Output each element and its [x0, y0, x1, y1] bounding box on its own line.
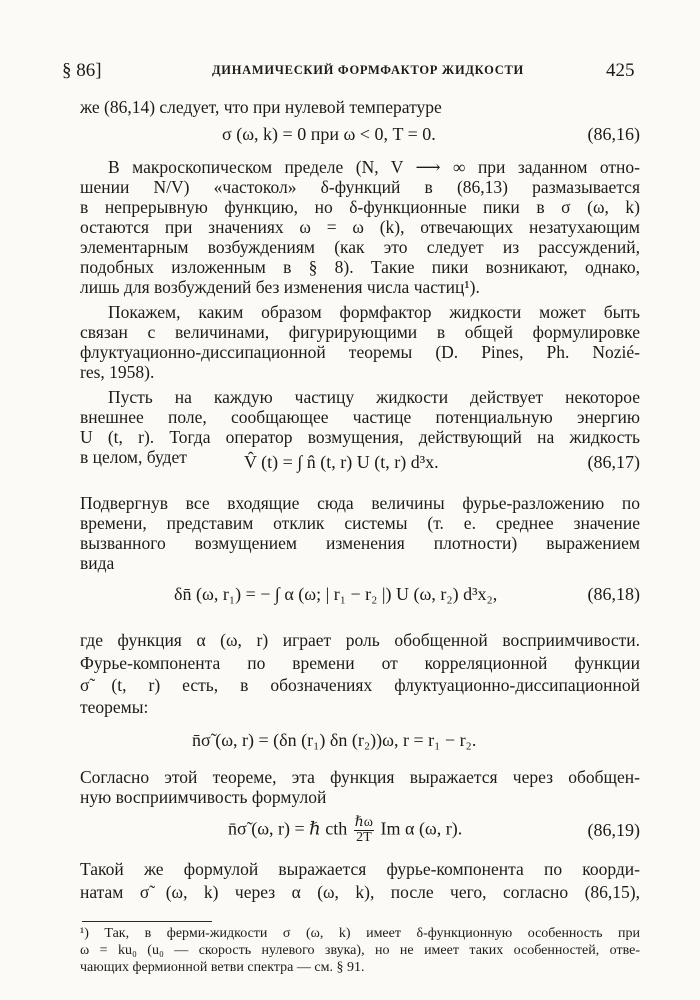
text-line: подобных изложенным в § 8). Такие пики возникают, однако,	[80, 258, 640, 277]
text-line: σ̃ (t, r) есть, в обозначениях флуктуационно-диссипационной	[80, 676, 640, 695]
text-line: внешнее поле, сообщающее частице потенциальную энергию	[80, 408, 640, 427]
equation-number: (86,19)	[587, 820, 640, 840]
text-line: связан с величинами, фигурирующими в общей формулировке	[80, 323, 640, 342]
equation-number: (86,18)	[587, 584, 640, 604]
text-line: Такой же формулой выражается фурье-компонента по коорди-	[80, 860, 640, 879]
header-page-number: 425	[606, 60, 635, 81]
footnote-line: ω = ku₀ (u₀ — скорость нулевого звука), но не имеет таких особенностей, отве-	[80, 943, 640, 958]
equation-86-17: V̂ (t) = ∫ n̂ (t, r) U (t, r) d³x.	[244, 452, 439, 472]
equation-86-19	[228, 816, 462, 845]
header-running-title: ДИНАМИЧЕСКИЙ ФОРМФАКТОР ЖИДКОСТИ	[212, 63, 524, 77]
text-line: натам σ̃ (ω, k) через α (ω, k), после чего, согласно (86,15),	[80, 883, 640, 902]
text-line: U (t, r). Тогда оператор возмущения, действующий на жидкость	[80, 428, 640, 447]
footnote-rule	[82, 921, 212, 922]
text-line: res, 1958).	[80, 363, 155, 382]
equation-fraction	[354, 816, 374, 845]
text-line: шении N/V) «частокол» δ-функций в (86,13) размазывается	[80, 178, 640, 197]
fraction-denominator: 2T	[356, 830, 372, 845]
text-line: флуктуационно-диссипационной теоремы (D. Pines, Ph. Nozié-	[80, 343, 640, 362]
fraction-numerator: ℏω	[354, 815, 374, 830]
text-line: же (86,14) следует, что при нулевой температуре	[80, 98, 442, 117]
text-line: вида	[80, 554, 115, 573]
text-line: Согласно этой теореме, эта функция выражается через обобщен-	[80, 768, 640, 787]
text-line: элементарным возбуждениям (как это следует из рассуждений,	[80, 238, 640, 257]
text-line: Подвергнув все входящие сюда величины фурье-разложению по	[80, 494, 640, 513]
equation-86-16: σ (ω, k) = 0 при ω < 0, T = 0.	[222, 124, 436, 144]
text-line: теоремы:	[80, 698, 149, 717]
equation-number: (86,16)	[587, 124, 640, 144]
text-line: лишь для возбуждений без изменения числа частиц¹).	[80, 278, 480, 297]
text-line: где функция α (ω, r) играет роль обобщенной восприимчивости.	[80, 631, 640, 650]
text-line: остаются при значениях ω = ω (k), отвечающих незатухающим	[80, 218, 640, 237]
footnote-line: чающих фермионной ветви спектра — см. § 91.	[80, 960, 365, 975]
equation-86-18: δn̄ (ω, r₁) = − ∫ α (ω; | r₁ − r₂ |) U (ω, r₂) d³x₂,	[174, 584, 498, 604]
text-line: В макроскопическом пределе (N, V ⟶ ∞ при заданном отно-	[108, 158, 640, 177]
header-section-ref: § 86]	[62, 60, 102, 81]
text-line: вызванного возмущением изменения плотности) выражением	[80, 534, 640, 553]
equation-unnumbered: n̄σ̃ (ω, r) = (δn (r₁) δn (r₂))ω, r = r₁ − r₂.	[192, 730, 477, 750]
text-line: Фурье-компонента по времени от корреляционной функции	[80, 654, 640, 673]
equation-right: Im α (ω, r).	[380, 818, 463, 839]
text-line: Пусть на каждую частицу жидкости действует некоторое	[108, 388, 640, 407]
text-line: в непрерывную функцию, но δ-функционные пики в σ (ω, k)	[80, 198, 640, 217]
equation-left: n̄σ̃ (ω, r) = ℏ cth	[228, 818, 348, 839]
text-line: Покажем, каким образом формфактор жидкости может быть	[108, 303, 640, 322]
text-line: в целом, будет	[80, 448, 187, 467]
equation-number: (86,17)	[587, 452, 640, 472]
footnote-line: ¹) Так, в ферми-жидкости σ (ω, k) имеет δ-функционную особенность при	[80, 926, 640, 941]
text-line: времени, представим отклик системы (т. е. среднее значение	[80, 514, 640, 533]
text-line: ную восприимчивость формулой	[80, 788, 327, 807]
